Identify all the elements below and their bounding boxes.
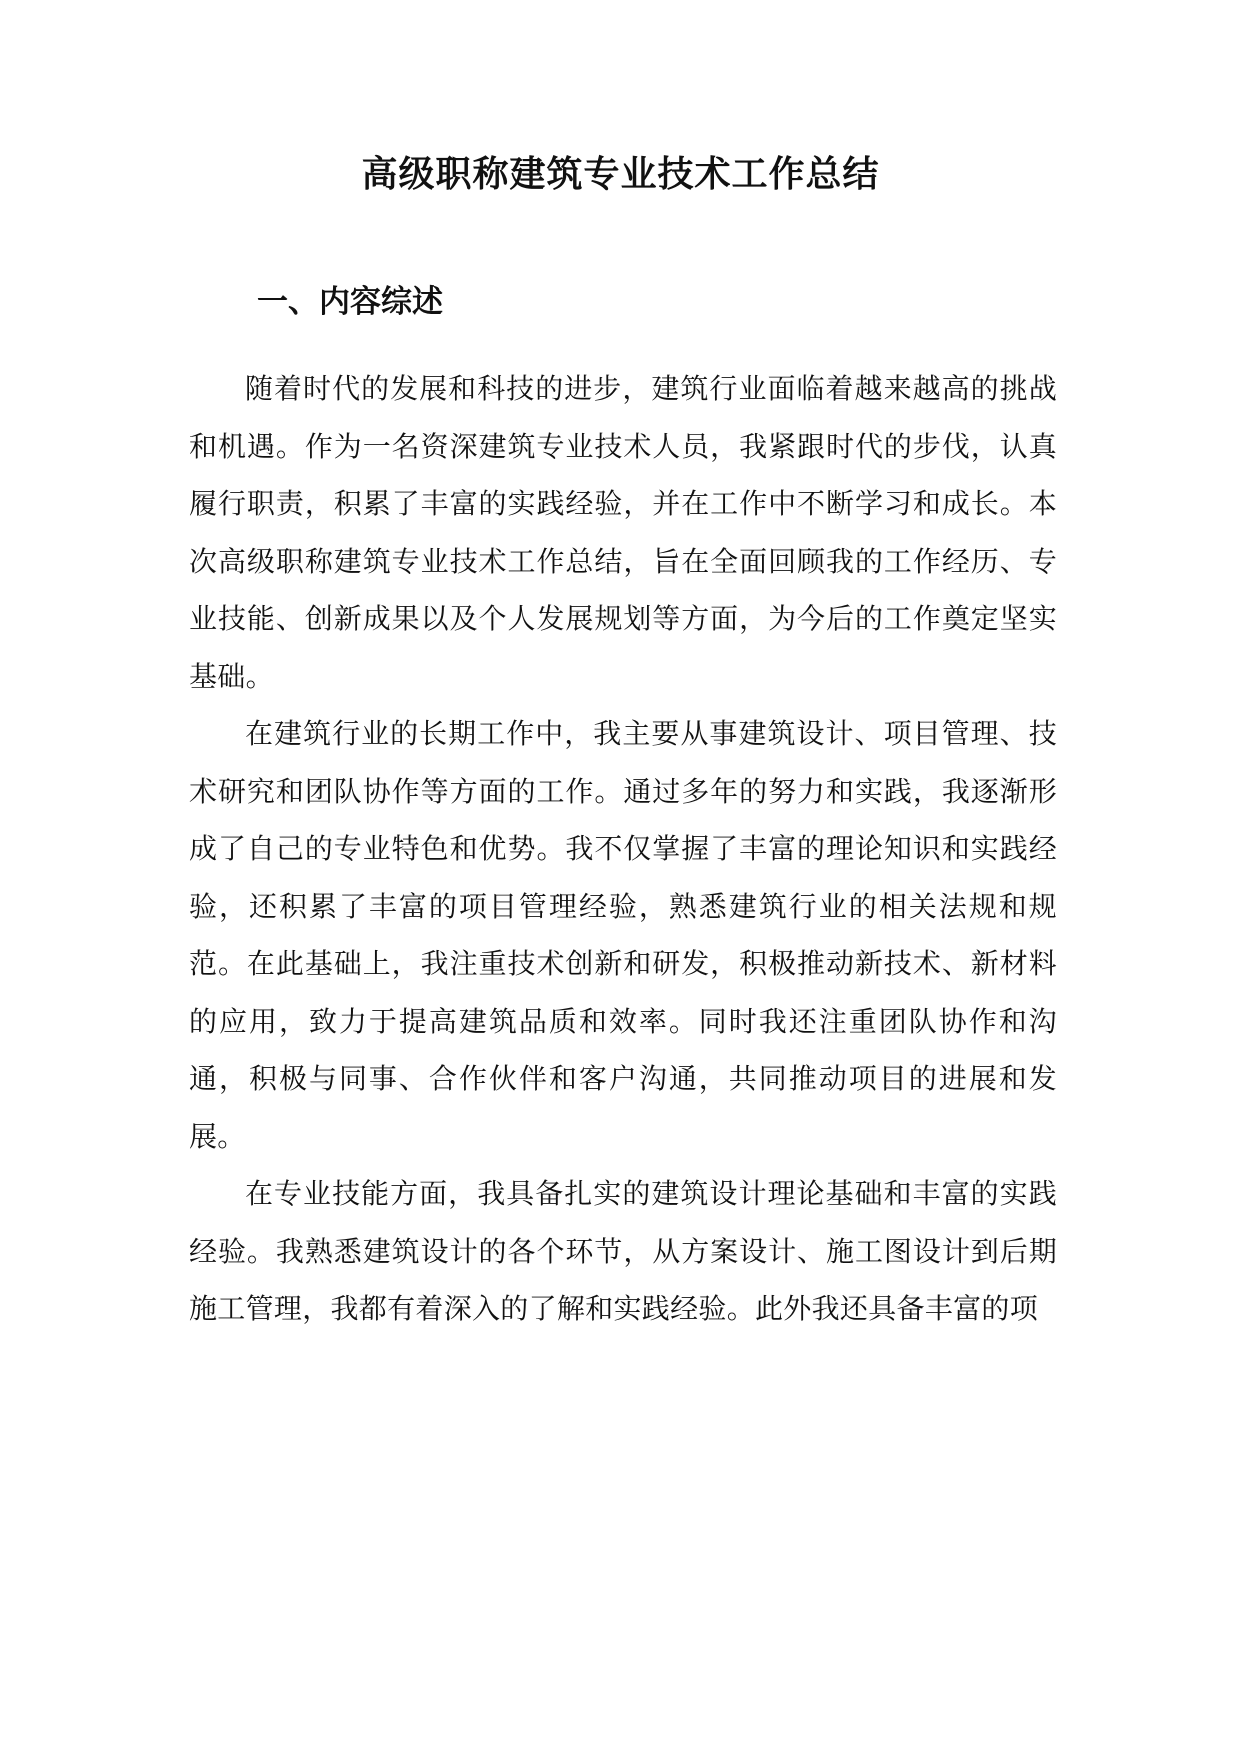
paragraph: 随着时代的发展和科技的进步，建筑行业面临着越来越高的挑战和机遇。作为一名资深建筑专业技术人员，我紧跟时代的步伐，认真履行职责，积累了丰富的实践经验，并在工作中不断学习和成长。本次高级职称建筑专业技术工作总结，旨在全面回顾我的工作经历、专业技能、创新成果以及个人发展规划等方面，为今后的工作奠定坚实基础。 bbox=[189, 372, 1057, 693]
document-title: 高级职称建筑专业技术工作总结 bbox=[361, 153, 880, 195]
section-heading: 一、内容综述 bbox=[257, 284, 443, 320]
document-body bbox=[189, 360, 1057, 1338]
paragraph: 在专业技能方面，我具备扎实的建筑设计理论基础和丰富的实践经验。我熟悉建筑设计的各个环节，从方案设计、施工图设计到后期施工管理，我都有着深入的了解和实践经验。此外我还具备丰富的项 bbox=[189, 1177, 1057, 1325]
paragraph: 在建筑行业的长期工作中，我主要从事建筑设计、项目管理、技术研究和团队协作等方面的工作。通过多年的努力和实践，我逐渐形成了自己的专业特色和优势。我不仅掌握了丰富的理论知识和实践经验，还积累了丰富的项目管理经验，熟悉建筑行业的相关法规和规范。在此基础上，我注重技术创新和研发，积极推动新技术、新材料的应用，致力于提高建筑品质和效率。同时我还注重团队协作和沟通，积极与同事、合作伙伴和客户沟通，共同推动项目的进展和发展。 bbox=[189, 717, 1057, 1153]
